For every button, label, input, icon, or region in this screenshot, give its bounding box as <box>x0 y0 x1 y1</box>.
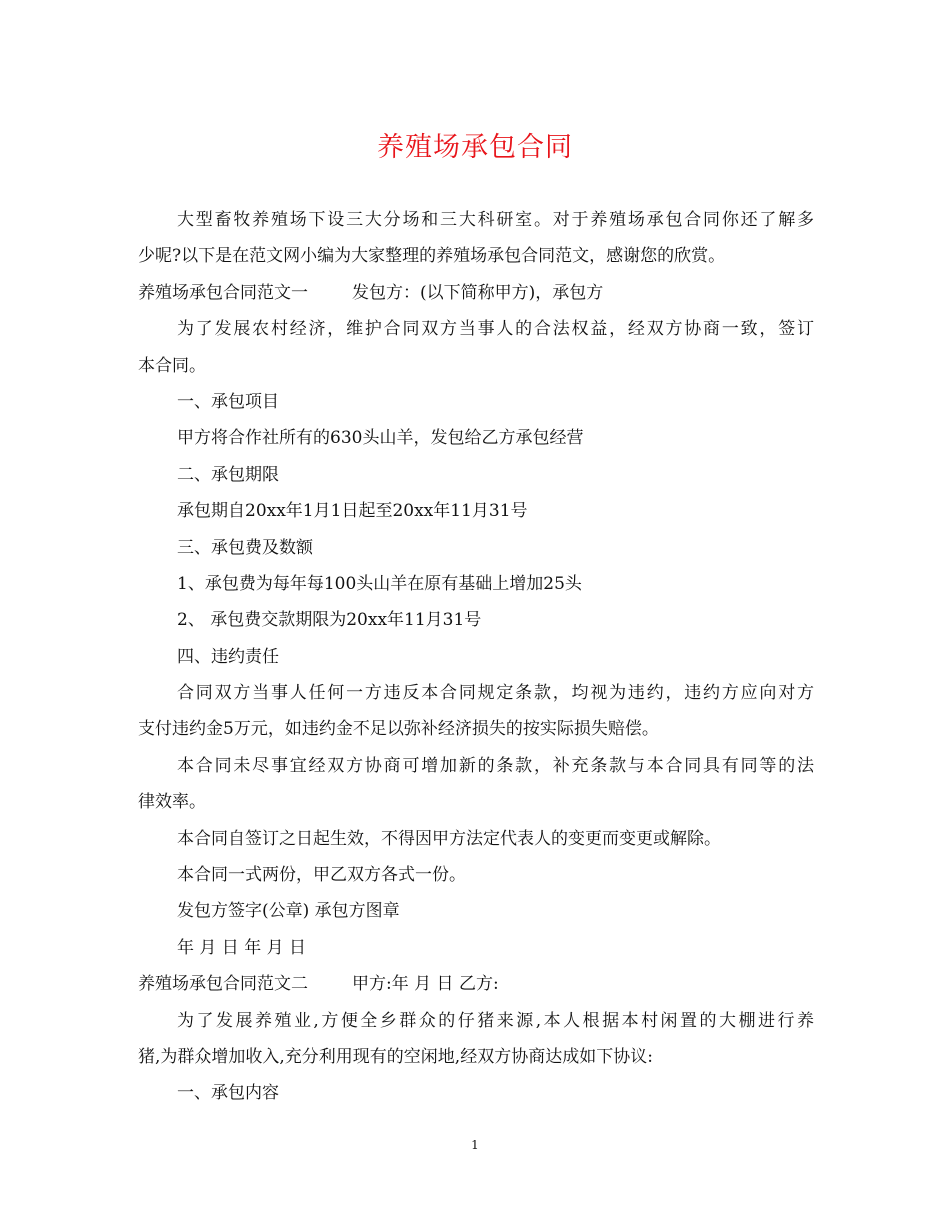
paragraph-line <box>138 1039 814 1075</box>
line-text: 四、违约责任 <box>177 646 279 667</box>
paragraph-line <box>138 566 814 602</box>
line-text: 本合同。 <box>138 355 206 376</box>
paragraph-line <box>138 639 814 675</box>
paragraph-line <box>138 675 814 711</box>
line-text: 本合同自签订之日起生效，不得因甲方法定代表人的变更而变更或解除。 <box>177 828 721 849</box>
line-text-continued: 发包方：(以下简称甲方)，承包方 <box>352 282 604 303</box>
paragraph-line <box>138 966 814 1002</box>
paragraph-line <box>138 530 814 566</box>
line-text: 2、 承包费交款期限为20xx年11月31号 <box>177 610 482 631</box>
line-text: 为了发展农村经济，维护合同双方当事人的合法权益，经双方协商一致，签订 <box>177 319 814 340</box>
paragraph-line <box>138 784 814 820</box>
line-text: 三、承包费及数额 <box>177 537 313 558</box>
document-body <box>138 202 814 1112</box>
line-text: 合同双方当事人任何一方违反本合同规定条款，均视为违约，违约方应向对方 <box>177 683 814 704</box>
line-text-continued: 甲方:年 月 日 乙方: <box>352 974 499 995</box>
line-text: 二、承包期限 <box>177 464 279 485</box>
page-number: 1 <box>471 1138 479 1152</box>
paragraph-line <box>138 457 814 493</box>
paragraph-line <box>138 384 814 420</box>
line-text: 1、承包费为每年每100头山羊在原有基础上增加25头 <box>177 573 582 594</box>
line-text: 发包方签字(公章) 承包方图章 <box>177 901 400 922</box>
paragraph-line <box>138 202 814 238</box>
line-text: 养殖场承包合同范文一 <box>138 282 308 303</box>
paragraph-line <box>138 311 814 347</box>
line-text: 猪,为群众增加收入,充分利用现有的空闲地,经双方协商达成如下协议: <box>138 1046 653 1067</box>
paragraph-line <box>138 1075 814 1111</box>
paragraph-line <box>138 493 814 529</box>
line-text: 一、承包项目 <box>177 391 279 412</box>
paragraph-line <box>138 275 814 311</box>
line-text: 一、承包内容 <box>177 1083 279 1104</box>
line-text: 承包期自20xx年1月1日起至20xx年11月31号 <box>177 501 528 522</box>
paragraph-line <box>138 711 814 747</box>
paragraph-line <box>138 821 814 857</box>
line-text: 为了发展养殖业,方便全乡群众的仔猪来源,本人根据本村闲置的大棚进行养 <box>177 1010 814 1031</box>
line-text: 养殖场承包合同范文二 <box>138 974 308 995</box>
line-text: 年 月 日 年 月 日 <box>177 937 307 958</box>
paragraph-line <box>138 930 814 966</box>
paragraph-line <box>138 238 814 274</box>
paragraph-line <box>138 602 814 638</box>
line-text: 大型畜牧养殖场下设三大分场和三大科研室。对于养殖场承包合同你还了解多 <box>177 210 814 230</box>
paragraph-line <box>138 348 814 384</box>
paragraph-line <box>138 893 814 929</box>
line-text: 本合同一式两份，甲乙双方各式一份。 <box>177 865 466 886</box>
document-title: 养殖场承包合同 <box>377 132 573 163</box>
line-text: 律效率。 <box>138 792 206 813</box>
paragraph-line <box>138 748 814 784</box>
line-text: 甲方将合作社所有的630头山羊，发包给乙方承包经营 <box>177 428 584 449</box>
paragraph-line <box>138 1003 814 1039</box>
line-text: 支付违约金5万元，如违约金不足以弥补经济损失的按实际损失赔偿。 <box>138 719 659 740</box>
line-text: 少呢?以下是在范文网小编为大家整理的养殖场承包合同范文，感谢您的欣赏。 <box>138 246 726 267</box>
paragraph-line <box>138 857 814 893</box>
line-text: 本合同未尽事宜经双方协商可增加新的条款，补充条款与本合同具有同等的法 <box>177 755 814 776</box>
paragraph-line <box>138 420 814 456</box>
